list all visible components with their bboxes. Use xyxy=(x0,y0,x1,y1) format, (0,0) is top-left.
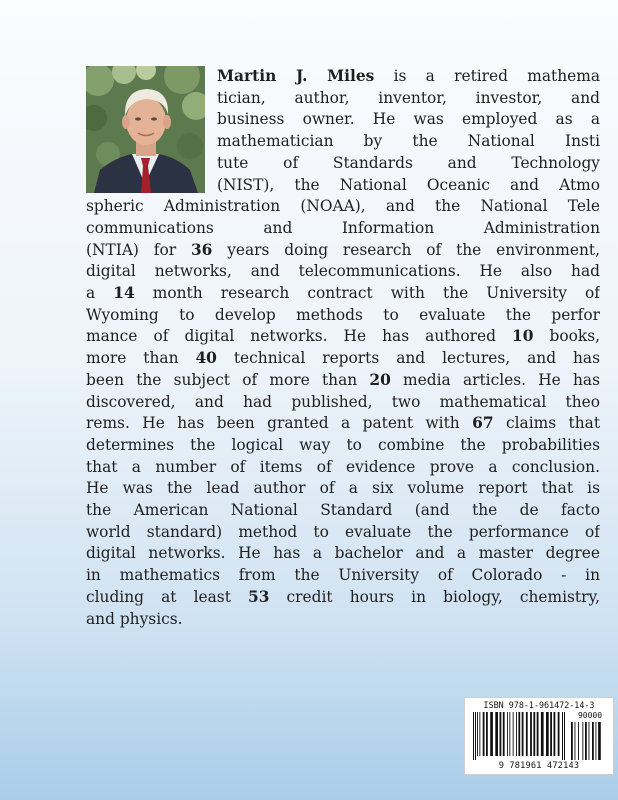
barcode-bar xyxy=(526,712,528,756)
bio-emphasis: 67 xyxy=(472,414,494,433)
bio-text: is a retired mathema xyxy=(374,67,600,85)
barcode-bar xyxy=(509,712,510,756)
bio-text: determines the logical way to combine the probabilities xyxy=(86,435,600,454)
bio-text: been the subject of more than xyxy=(86,370,370,389)
barcode-bar xyxy=(550,712,552,756)
bio-emphasis: 14 xyxy=(113,284,135,302)
bio-text: that a number of items of evidence prove a conclusion. xyxy=(86,457,600,476)
bio-line xyxy=(86,587,600,608)
bio-text: digital networks. He has a bachelor and a master degree xyxy=(86,544,600,563)
bio-line xyxy=(217,66,600,87)
barcode-bar xyxy=(589,722,590,760)
barcode-bar xyxy=(500,712,502,756)
bio-line xyxy=(86,261,600,282)
bio-text: (NIST), the National Oceanic and Atmo xyxy=(217,175,600,194)
barcode-bar xyxy=(518,712,520,756)
price-code: 90000 xyxy=(577,711,603,720)
bio-text: media articles. He has xyxy=(390,370,600,389)
bio-text: books, xyxy=(533,327,600,346)
barcode-bar xyxy=(483,712,485,756)
barcode-bar xyxy=(486,712,488,756)
bio-line xyxy=(86,196,600,217)
bio-emphasis: Martin J. Miles xyxy=(217,67,375,85)
bio-emphasis: 36 xyxy=(190,240,213,259)
bio-line xyxy=(86,500,600,521)
barcode-bar xyxy=(477,712,478,756)
bio-line xyxy=(86,240,600,261)
barcode-bar xyxy=(473,712,474,760)
isbn-label: ISBN 978-1-961472-14-3 xyxy=(483,700,595,710)
bio-line xyxy=(86,218,600,239)
bio-line xyxy=(217,109,600,130)
bio-line xyxy=(86,522,600,543)
bio-text: mathematician by the National Insti xyxy=(217,132,600,151)
bio-text: the American National Standard (and the de facto xyxy=(86,501,600,519)
barcode-bar xyxy=(598,722,601,760)
barcode-bar xyxy=(575,722,576,760)
barcode-bar xyxy=(479,712,480,756)
bio-text: (NTIA) for xyxy=(86,240,191,259)
bio-text: tute of Standards and Technology xyxy=(217,153,600,172)
barcode-bar xyxy=(578,722,579,760)
bio-text: in mathematics from the University of Colorado - in xyxy=(86,566,600,585)
bio-line xyxy=(86,543,600,564)
bio-text: technical reports and lectures, and has xyxy=(216,349,600,368)
bio-text: cluding at least xyxy=(86,587,248,606)
bio-text: a xyxy=(86,284,114,302)
bio-line xyxy=(86,348,600,369)
bio-emphasis: 10 xyxy=(512,327,534,346)
bio-line xyxy=(86,413,600,434)
barcode-bar xyxy=(546,712,549,756)
barcode-bar xyxy=(490,712,493,756)
barcode-bar xyxy=(475,712,476,760)
barcode-digits: 9 781961 472143 xyxy=(498,761,580,771)
bio-line xyxy=(86,370,600,391)
bio-line xyxy=(86,457,600,478)
barcode-bar xyxy=(513,712,514,756)
barcode-bar xyxy=(558,712,560,756)
bio-text: rems. He has been granted a patent with xyxy=(86,414,473,433)
bio-emphasis: 20 xyxy=(369,370,391,389)
barcode-bar xyxy=(554,712,556,756)
barcode-bar xyxy=(562,712,563,760)
bio-line xyxy=(86,609,600,630)
barcode-bar xyxy=(503,712,505,756)
bio-line xyxy=(217,175,600,196)
bio-line xyxy=(86,326,600,347)
barcode-bar xyxy=(564,712,565,760)
bio-text: years doing research of the environment, xyxy=(212,240,600,259)
barcode-bar xyxy=(533,712,535,756)
barcode-bar xyxy=(592,722,594,760)
barcode-bar xyxy=(571,722,573,760)
bio-text: and physics. xyxy=(86,609,183,628)
bio-line xyxy=(217,131,600,152)
bio-text: month research contract with the University of xyxy=(134,284,600,302)
barcode-bar xyxy=(537,712,539,756)
barcode-bar xyxy=(585,722,587,760)
barcode-bar xyxy=(541,712,544,756)
barcode-bar xyxy=(530,712,532,756)
bio-text: world standard) method to evaluate the performance of xyxy=(86,522,600,541)
bio-line xyxy=(217,88,600,109)
barcode-bar xyxy=(516,712,517,756)
bio-text: discovered, and had published, two mathematical theo xyxy=(86,392,600,411)
author-portrait xyxy=(86,66,205,193)
barcode-bar xyxy=(495,712,498,756)
barcode-bar xyxy=(596,722,597,760)
bio-emphasis: 53 xyxy=(248,587,270,606)
bio-text: more than xyxy=(86,349,196,368)
bio-line xyxy=(86,283,600,304)
bio-text: credit hours in biology, chemistry, xyxy=(269,587,600,606)
bio-text: digital networks, and telecommunications. He also had xyxy=(86,262,600,281)
bio-line xyxy=(217,153,600,174)
bio-line xyxy=(86,392,600,413)
bio-text: tician, author, inventor, investor, and xyxy=(217,88,600,107)
bio-text: spheric Administration (NOAA), and the National Tele xyxy=(86,197,600,216)
barcode-bar xyxy=(507,712,508,756)
bio-line xyxy=(86,478,600,499)
isbn-barcode xyxy=(464,697,614,775)
bio-line xyxy=(86,305,600,326)
bio-text: communications and Information Administration xyxy=(86,218,600,237)
bio-text: claims that xyxy=(493,414,600,433)
bio-text: business owner. He was employed as a xyxy=(217,110,600,129)
bio-text: He was the lead author of a six volume report that is xyxy=(86,479,600,498)
bio-line xyxy=(86,565,600,586)
bio-text: mance of digital networks. He has authored xyxy=(86,327,513,346)
bio-emphasis: 40 xyxy=(195,349,217,368)
bio-line xyxy=(86,435,600,456)
barcode-bar xyxy=(522,712,524,756)
bio-text: Wyoming to develop methods to evaluate the perfor xyxy=(86,305,600,324)
barcode-bar xyxy=(582,722,583,760)
